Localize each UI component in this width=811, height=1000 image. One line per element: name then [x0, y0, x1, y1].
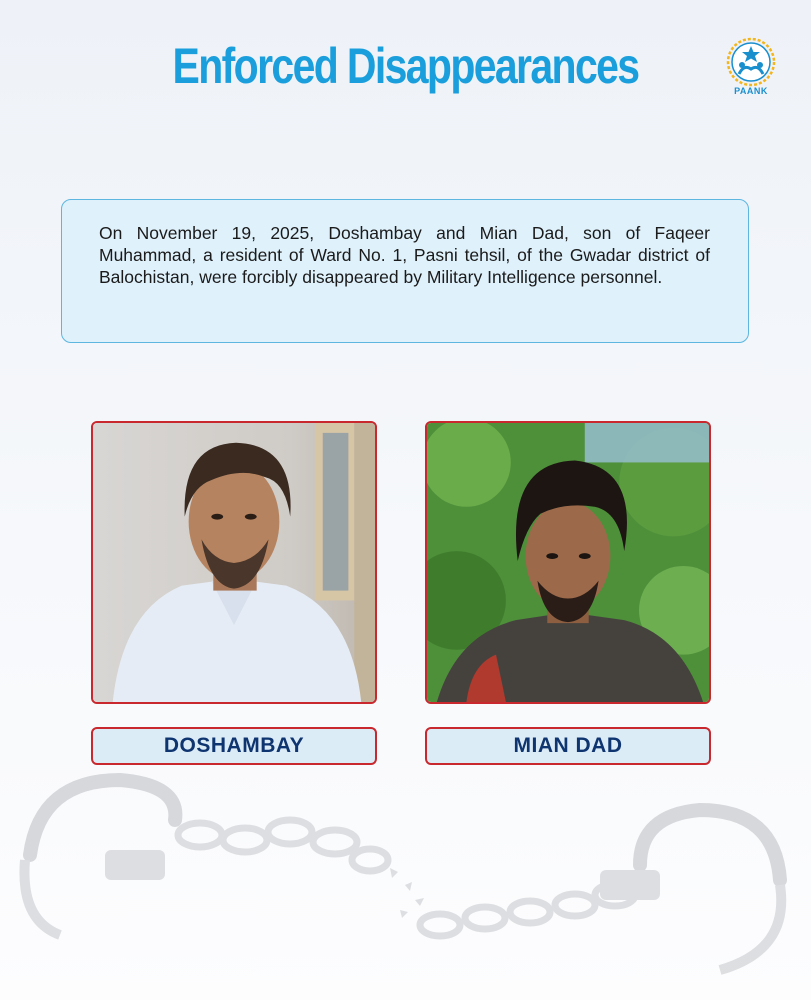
photo-mian-dad [425, 421, 711, 704]
logo-text: PAANK [734, 86, 768, 96]
portrait-image [427, 423, 709, 702]
photo-doshambay [91, 421, 377, 704]
broken-handcuffs-icon [0, 760, 811, 1000]
logo-emblem-icon [720, 36, 782, 88]
portrait-image [93, 423, 375, 702]
paank-logo [720, 36, 782, 100]
name-label-mian-dad: MIAN DAD [425, 727, 711, 765]
report-text-box [61, 199, 749, 343]
page-title: Enforced Disappearances [172, 38, 639, 94]
name-label-doshambay: DOSHAMBAY [91, 727, 377, 765]
report-text: On November 19, 2025, Doshambay and Mian Dad, son of Faqeer Muhammad, a resident of Ward No. 1, Pasni tehsil, of the Gwadar district of Balochistan, were forcibly disappeared by Military Intelligence personnel. [99, 223, 710, 287]
